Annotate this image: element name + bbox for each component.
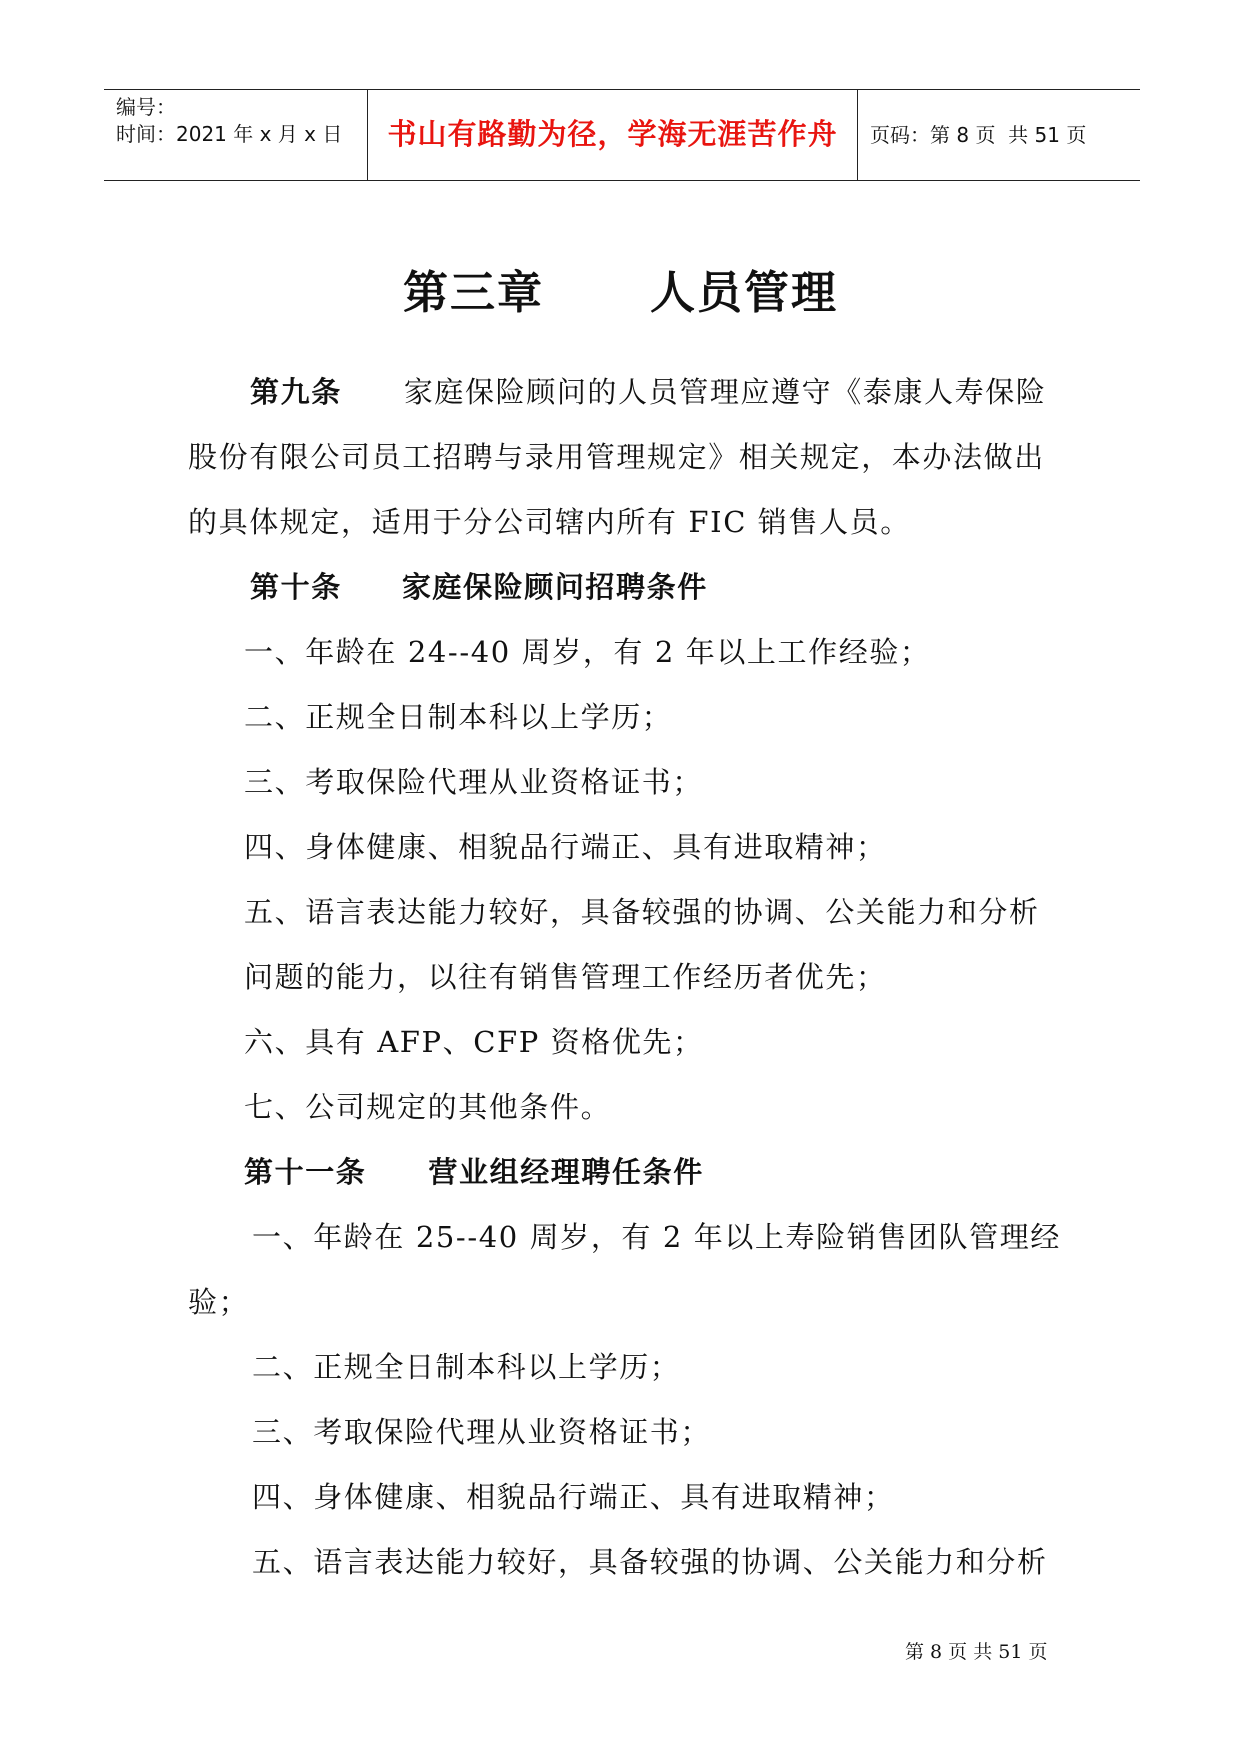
article9-text-line1: 家庭保险顾问的人员管理应遵守《泰康人寿保险 [403,375,1047,409]
article11-item-1: 一、年龄在 25--40 周岁，有 2 年以上寿险销售团队管理经 [252,1220,1061,1254]
article11-item-1-cont: 验； [188,1285,250,1319]
header-page-label: 页码：第 8 页 共 51 页 [870,122,1087,147]
header-motto-cell [368,90,858,180]
header-motto: 书山有路勤为径，学海无涯苦作舟 [387,116,838,151]
article11-item-2: 二、正规全日制本科以上学历； [252,1350,681,1384]
article11-heading: 第十一条 [244,1155,367,1189]
article10-item-4: 四、身体健康、相貌品行端正、具有进取精神； [244,830,887,864]
article11-item-4: 四、身体健康、相貌品行端正、具有进取精神； [252,1480,895,1514]
article11-item-5: 五、语言表达能力较好，具备较强的协调、公关能力和分析 [252,1545,1048,1579]
article10-title: 家庭保险顾问招聘条件 [401,570,708,604]
article11-heading-line [244,1152,704,1192]
article10-heading-line [250,567,708,607]
article10-item-2: 二、正规全日制本科以上学历； [244,700,673,734]
article11-title: 营业组经理聘任条件 [428,1155,704,1189]
article10-item-5: 五、语言表达能力较好，具备较强的协调、公关能力和分析 [244,895,1040,929]
article11-item-3: 三、考取保险代理从业资格证书； [252,1415,712,1449]
article9-first-line [250,372,1046,412]
article9-heading: 第九条 [250,375,342,409]
article10-item-6: 六、具有 AFP、CFP 资格优先； [244,1025,704,1059]
document-number-label: 编号： [116,95,176,119]
article10-item-3: 三、考取保险代理从业资格证书； [244,765,704,799]
article10-item-1: 一、年龄在 24--40 周岁，有 2 年以上工作经验； [244,635,931,669]
article10-heading: 第十条 [250,570,342,604]
page-header [104,89,1140,181]
document-time-label: 时间：2021 年 x 月 x 日 [116,122,343,146]
article9-text-line3: 的具体规定，适用于分公司辖内所有 FIC 销售人员。 [188,505,911,539]
article9-text-line2: 股份有限公司员工招聘与录用管理规定》相关规定，本办法做出 [188,440,1045,474]
article10-item-5-cont: 问题的能力，以往有销售管理工作经历者优先； [244,960,887,994]
header-meta-cell [104,90,368,180]
article10-item-7: 七、公司规定的其他条件。 [244,1090,612,1124]
chapter-title: 第三章 人员管理 [403,266,838,319]
page-footer: 第 8 页 共 51 页 [905,1641,1048,1663]
header-page-cell [858,90,1140,180]
